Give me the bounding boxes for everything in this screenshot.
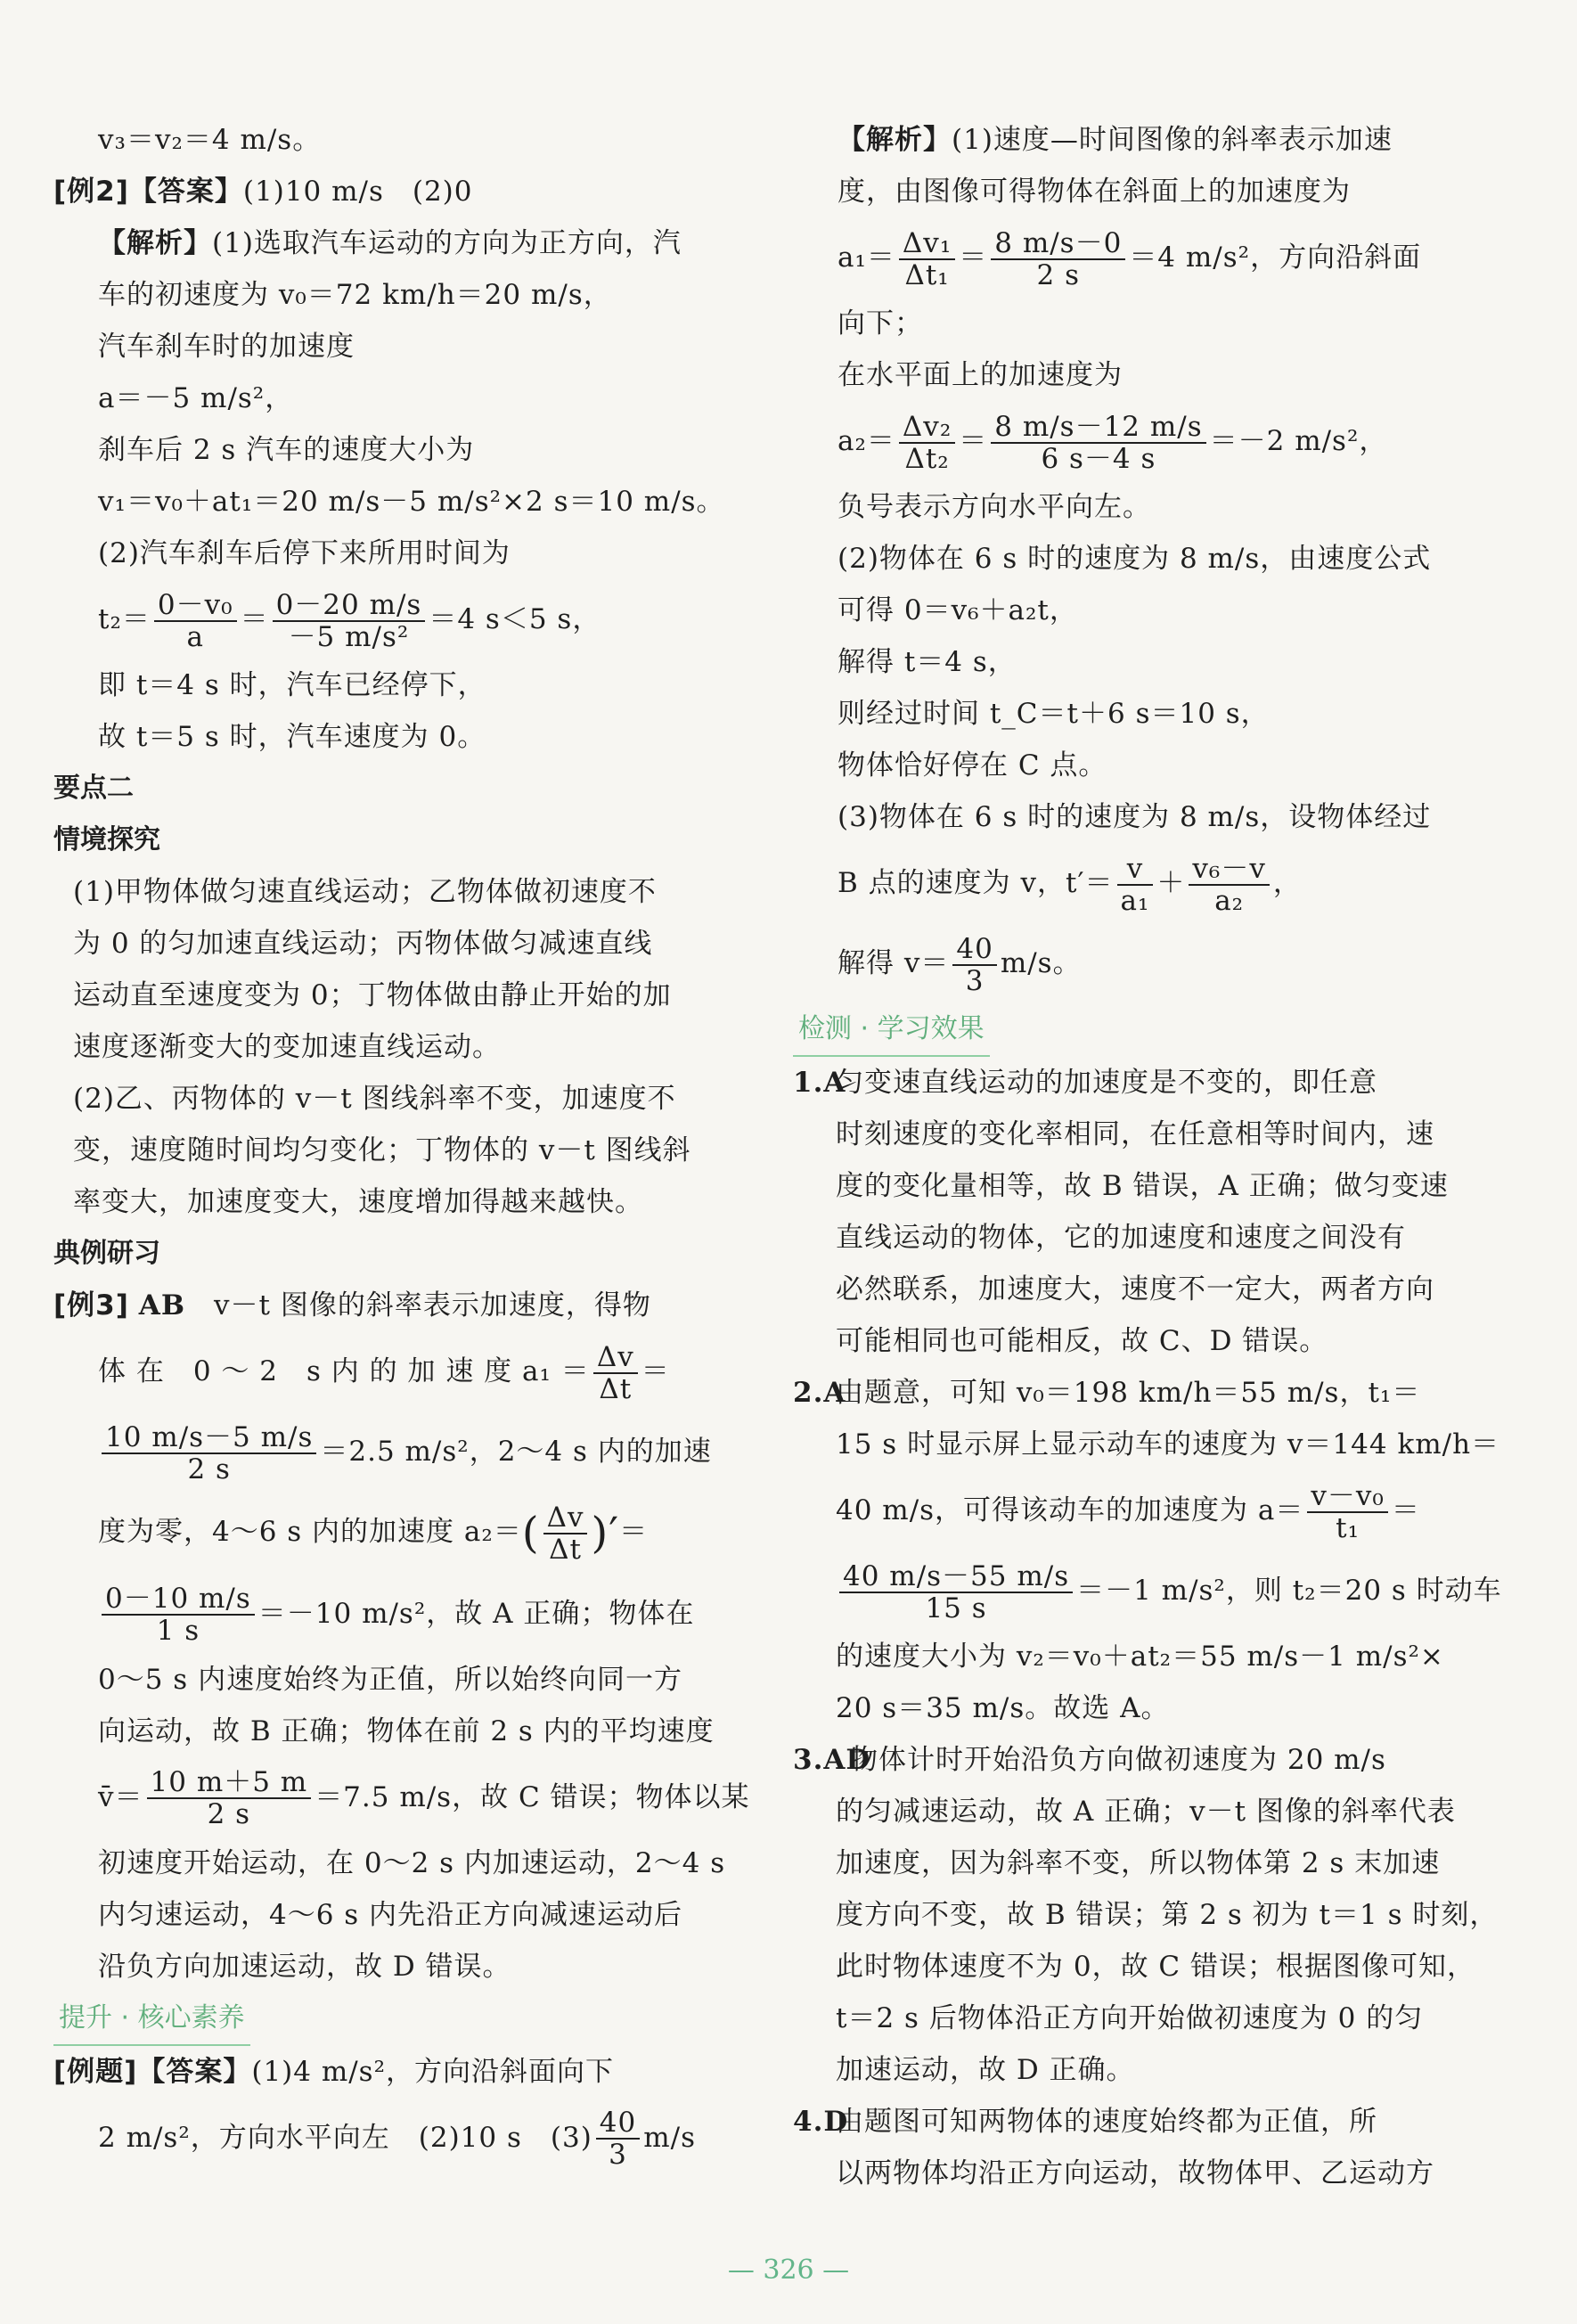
text-line: (3)物体在 6 s 时的速度为 8 m/s，设物体经过 (838, 801, 1432, 833)
text-line: (2)乙、丙物体的 v－t 图线斜率不变，加速度不 (73, 1083, 676, 1115)
text-line: 可得 0＝v₆＋a₂t， (838, 594, 1078, 626)
formula-line (53, 1492, 748, 1574)
denominator: 15 s (925, 1592, 987, 1624)
formula-line (53, 1412, 748, 1492)
text-line: 的速度大小为 v₂＝v₀＋at₂＝55 m/s－1 m/s²× (836, 1641, 1444, 1673)
answer-tag: 【答案】 (128, 176, 243, 208)
numerator: 0－20 m/s (273, 590, 426, 622)
formula-text: m/s (643, 2121, 696, 2154)
denominator: 2 s (187, 1452, 231, 1485)
list-item (793, 1367, 1488, 1419)
formula-text: ＝ (1391, 1494, 1420, 1526)
text-line: 以两物体均沿正方向运动，故物体甲、乙运动方 (836, 2157, 1434, 2189)
question-number: 4.D (793, 2106, 849, 2138)
text: (1)速度—时间图像的斜率表示加速 (952, 124, 1393, 156)
numerator: Δv (543, 1502, 588, 1534)
fraction (102, 1422, 316, 1485)
page-number: — 326 — (727, 2254, 850, 2286)
formula-text: a₁＝ (838, 241, 895, 274)
fraction (154, 590, 237, 652)
formula-line (793, 401, 1488, 481)
formula-text: ＝－2 m/s²， (1209, 425, 1388, 457)
fraction (147, 1767, 312, 1829)
formula-line (793, 1551, 1502, 1631)
numerator: 8 m/s－0 (991, 228, 1125, 260)
list-item (793, 1057, 1488, 1109)
formula-line (53, 1574, 748, 1654)
formula-text: ＝4 s＜5 s， (429, 603, 601, 635)
paren: )′ (591, 1508, 620, 1559)
numerator: 8 m/s－12 m/s (991, 412, 1205, 444)
formula-text: v̄＝ (98, 1780, 143, 1813)
text-line: 向运动，故 B 正确；物体在前 2 s 内的平均速度 (98, 1714, 715, 1747)
numerator: 40 (596, 2107, 640, 2140)
text-line: 率变大，加速度变大，速度增加得越来越快。 (73, 1186, 643, 1218)
paren: ( (521, 1508, 540, 1559)
numerator: 10 m/s－5 m/s (102, 1422, 316, 1454)
formula-line (793, 843, 1488, 923)
formula-text: 40 m/s，可得该动车的加速度为 a＝ (836, 1494, 1304, 1526)
formula-text: ＝－10 m/s²，故 A 正确；物体在 (257, 1597, 695, 1630)
section-heading: 情境探究 (53, 824, 160, 855)
example-label: [例题] (53, 2055, 138, 2088)
numerator: 0－10 m/s (102, 1583, 255, 1616)
numerator: v (1117, 854, 1154, 886)
denominator: 3 (965, 964, 985, 997)
text-line: (2)物体在 6 s 时的速度为 8 m/s，由速度公式 (838, 543, 1432, 575)
fraction (1189, 854, 1269, 916)
fraction (839, 1561, 1073, 1624)
text-line: 0～5 s 内速度始终为正值，所以始终向同一方 (98, 1663, 683, 1696)
text: 物体计时开始沿负方向做初速度为 20 m/s (850, 1744, 1386, 1776)
numerator: v₆－v (1189, 854, 1269, 886)
text-line: 速度逐渐变大的变加速直线运动。 (73, 1031, 501, 1063)
list-item (793, 1734, 1488, 1786)
text-line: 内匀速运动，4～6 s 内先沿正方向减速运动后 (98, 1898, 683, 1931)
text: 匀变速直线运动的加速度是不变的，即任意 (836, 1067, 1377, 1099)
text-line: 度的变化量相等，故 B 错误，A 正确；做匀变速 (836, 1170, 1449, 1202)
numerator: 40 (952, 934, 996, 966)
analysis-tag: 【解析】 (98, 227, 212, 259)
denominator: a₁ (1120, 884, 1150, 917)
formula-line (793, 1470, 1488, 1551)
section-banner: 检测 · 学习效果 (793, 1003, 990, 1057)
formula-text: 度为零，4～6 s 内的加速度 a₂＝ (98, 1516, 522, 1548)
example-label: [例2] (53, 176, 129, 208)
question-number: 1.A (793, 1067, 846, 1099)
text-line: (2)汽车刹车后停下来所用时间为 (98, 537, 511, 569)
text-line: 刹车后 2 s 汽车的速度大小为 (98, 434, 475, 466)
text-line: 则经过时间 t_C＝t＋6 s＝10 s， (838, 698, 1270, 730)
denominator: Δt (599, 1372, 633, 1405)
fraction (593, 1342, 638, 1404)
text-line: 向下； (838, 307, 923, 340)
text-line: 时刻速度的变化率相同，在任意相等时间内，速 (836, 1118, 1434, 1150)
formula-text: 解得 v＝ (838, 947, 950, 979)
formula-text: ＝ (641, 1355, 670, 1387)
text-line (53, 217, 748, 269)
text-line: 的匀减速运动，故 A 正确；v－t 图像的斜率代表 (836, 1796, 1456, 1828)
denominator: 6 s－4 s (1041, 442, 1156, 475)
text-line: a＝－5 m/s²， (98, 382, 294, 414)
text-line: 物体恰好停在 C 点。 (838, 749, 1107, 781)
example-2-answer (53, 166, 748, 217)
formula-text: t₂＝ (98, 603, 151, 635)
formula-text: ＝ (959, 241, 988, 274)
formula-text: m/s。 (1000, 947, 1082, 979)
fraction (1117, 854, 1154, 916)
formula-line (793, 217, 1488, 298)
text-line: 即 t＝4 s 时，汽车已经停下， (98, 669, 486, 701)
section-heading: 要点二 (53, 773, 134, 804)
example-3-answer (53, 1280, 748, 1331)
text-line: 解得 t＝4 s， (838, 646, 1017, 678)
example-label: [例3] (53, 1289, 129, 1322)
text-line: 加速运动，故 D 正确。 (836, 2054, 1135, 2086)
numerator: Δv₂ (899, 412, 955, 444)
denominator: Δt (549, 1533, 582, 1566)
text-line: 加速度，因为斜率不变，所以物体第 2 s 末加速 (836, 1847, 1441, 1879)
text-line: 直线运动的物体，它的加速度和速度之间没有 (836, 1222, 1406, 1254)
denominator: Δt₁ (904, 258, 950, 291)
denominator: 1 s (156, 1615, 200, 1647)
text-line: 初速度开始运动，在 0～2 s 内加速运动，2～4 s (98, 1846, 726, 1879)
fraction (102, 1583, 255, 1646)
text-line: 汽车刹车时的加速度 (98, 331, 355, 363)
denominator: 2 s (207, 1798, 251, 1830)
text-line: v₃＝v₂＝4 m/s。 (98, 124, 322, 156)
text-line: 变，速度随时间均匀变化；丁物体的 v－t 图线斜 (73, 1134, 691, 1166)
question-number: 2.A (793, 1377, 846, 1409)
denominator: a (186, 620, 204, 653)
section-heading: 典例研习 (53, 1238, 160, 1269)
text-line: 车的初速度为 v₀＝72 km/h＝20 m/s， (98, 279, 612, 311)
formula-text: ＝2.5 m/s²，2～4 s 内的加速 (320, 1436, 712, 1468)
right-column (793, 114, 1502, 2199)
formula-line (793, 923, 1488, 1003)
fraction (596, 2107, 640, 2170)
analysis-tag: 【解析】 (838, 124, 952, 156)
formula-line (53, 2098, 748, 2178)
list-item (793, 2096, 1488, 2148)
text-line (793, 114, 1488, 166)
formula-line (53, 1331, 748, 1412)
text-line: 可能相同也可能相反，故 C、D 错误。 (836, 1325, 1328, 1357)
text: (1)选取汽车运动的方向为正方向，汽 (212, 227, 682, 259)
answer-tag: 【答案】 (137, 2055, 252, 2088)
formula-text: ＝4 m/s²，方向沿斜面 (1129, 241, 1422, 274)
text-line: 20 s＝35 m/s。故选 A。 (836, 1692, 1170, 1724)
text-line: (1)甲物体做匀速直线运动；乙物体做初速度不 (73, 876, 657, 908)
answer-text: AB (138, 1289, 186, 1322)
fraction (991, 228, 1125, 290)
numerator: 10 m＋5 m (147, 1767, 312, 1799)
formula-text: ， (1272, 867, 1302, 899)
fraction (543, 1502, 588, 1565)
formula-text: 2 m/s²，方向水平向左 (2)10 s (3) (98, 2121, 592, 2154)
formula-text: 体 在 0 ～ 2 s 内 的 加 速 度 a₁ ＝ (98, 1355, 590, 1387)
fraction (1307, 1481, 1387, 1543)
formula-text: ＝ (959, 425, 988, 457)
answer-text: (1)10 m/s (2)0 (242, 176, 473, 208)
text: 由题意，可知 v₀＝198 km/h＝55 m/s，t₁＝ (836, 1377, 1421, 1409)
question-number: 3.AD (793, 1744, 871, 1776)
formula-text: ＝ (240, 603, 269, 635)
text-line: 此时物体速度不为 0，故 C 错误；根据图像可知， (836, 1951, 1476, 1983)
numerator: Δv (593, 1342, 638, 1374)
text: v－t 图像的斜率表示加速度，得物 (214, 1289, 651, 1322)
formula-text: ＝7.5 m/s，故 C 错误；物体以某 (315, 1780, 750, 1813)
example-answer (53, 2046, 748, 2098)
text-line: 负号表示方向水平向左。 (838, 491, 1151, 523)
text: 由题图可知两物体的速度始终都为正值，所 (836, 2106, 1377, 2138)
denominator: t₁ (1336, 1511, 1360, 1544)
text-line: 15 s 时显示屏上显示动车的速度为 v＝144 km/h＝ (836, 1428, 1500, 1461)
fraction (273, 590, 426, 652)
formula-text: B 点的速度为 v，t′＝ (838, 867, 1114, 899)
text-line: 必然联系，加速度大，速度不一定大，两者方向 (836, 1273, 1434, 1305)
text-line: v₁＝v₀＋at₁＝20 m/s－5 m/s²×2 s＝10 m/s。 (98, 486, 725, 518)
denominator: 2 s (1036, 258, 1081, 291)
fraction (899, 412, 955, 474)
formula-text: ＝－1 m/s²，则 t₂＝20 s 时动车 (1076, 1575, 1502, 1607)
text-line: 度，由图像可得物体在斜面上的加速度为 (838, 176, 1351, 208)
fraction (991, 412, 1205, 474)
text-line: 为 0 的匀加速直线运动；丙物体做匀减速直线 (73, 928, 653, 960)
denominator: －5 m/s² (288, 620, 410, 653)
formula-text: ＝ (619, 1516, 649, 1548)
formula-text: ＋ (1156, 867, 1186, 899)
answer-text: (1)4 m/s²，方向沿斜面向下 (251, 2055, 615, 2088)
numerator: 40 m/s－55 m/s (839, 1561, 1073, 1593)
numerator: v－v₀ (1307, 1481, 1387, 1513)
text-line: t＝2 s 后物体沿正方向开始做初速度为 0 的匀 (836, 2002, 1424, 2034)
left-column (53, 114, 748, 2178)
text-line: 沿负方向加速运动，故 D 错误。 (98, 1950, 511, 1983)
fraction (899, 228, 955, 290)
denominator: 3 (609, 2139, 627, 2171)
formula-line (53, 1757, 748, 1837)
fraction (952, 934, 996, 996)
text-line: 度方向不变，故 B 错误；第 2 s 初为 t＝1 s 时刻， (836, 1899, 1499, 1931)
numerator: 0－v₀ (154, 590, 237, 622)
denominator: Δt₂ (904, 442, 950, 475)
numerator: Δv₁ (899, 228, 955, 260)
denominator: a₂ (1214, 884, 1245, 917)
text-line: 运动直至速度变为 0；丁物体做由静止开始的加 (73, 979, 672, 1011)
formula-line (53, 579, 748, 659)
text-line: 故 t＝5 s 时，汽车速度为 0。 (98, 721, 486, 753)
section-banner: 提升 · 核心素养 (53, 1993, 250, 2046)
formula-text: a₂＝ (838, 425, 895, 457)
text-line: 在水平面上的加速度为 (838, 359, 1123, 391)
